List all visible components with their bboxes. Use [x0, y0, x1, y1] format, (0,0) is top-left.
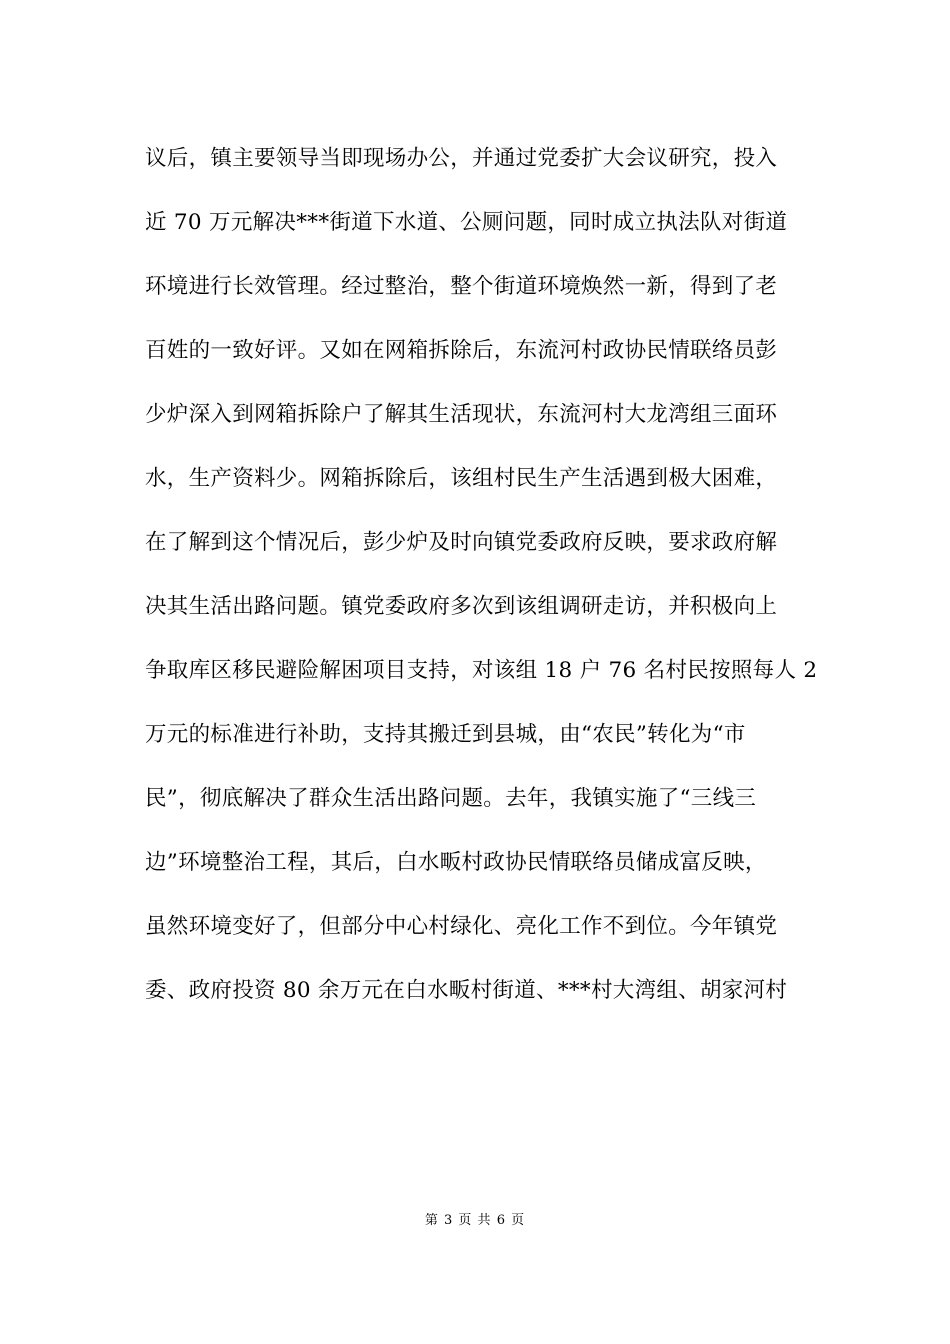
body-paragraph — [145, 127, 825, 1023]
text-line: 决其生活出路问题。镇党委政府多次到该组调研走访，并积极向上 — [145, 594, 778, 619]
text-line: 边”环境整治工程，其后，白水畈村政协民情联络员储成富反映， — [145, 850, 767, 875]
text-line: 民”，彻底解决了群众生活出路问题。去年，我镇实施了“三线三 — [145, 786, 757, 811]
text-line: 议后，镇主要领导当即现场办公，并通过党委扩大会议研究，投入 — [145, 146, 778, 171]
text-line: 在了解到这个情况后，彭少炉及时向镇党委政府反映，要求政府解 — [145, 530, 778, 555]
text-line: 环境进行长效管理。经过整治，整个街道环境焕然一新，得到了老 — [145, 274, 778, 299]
text-line: 万元的标准进行补助，支持其搬迁到县城，由“农民”转化为“市 — [145, 722, 746, 747]
text-line: 虽然环境变好了，但部分中心村绿化、亮化工作不到位。今年镇党 — [145, 914, 778, 939]
text-line: 委、政府投资 80 余万元在白水畈村街道、***村大湾组、胡家河村 — [145, 978, 788, 1003]
text-line: 争取库区移民避险解困项目支持，对该组 18 户 76 名村民按照每人 2 — [145, 658, 818, 683]
text-line: 水，生产资料少。网箱拆除后，该组村民生产生活遇到极大困难， — [145, 466, 778, 491]
text-line: 百姓的一致好评。又如在网箱拆除后，东流河村政协民情联络员彭 — [145, 338, 778, 363]
text-line: 少炉深入到网箱拆除户了解其生活现状，东流河村大龙湾组三面环 — [145, 402, 778, 427]
text-line: 近 70 万元解决***街道下水道、公厕问题，同时成立执法队对街道 — [145, 210, 788, 235]
page-number-footer: 第 3 页 共 6 页 — [424, 1213, 526, 1228]
